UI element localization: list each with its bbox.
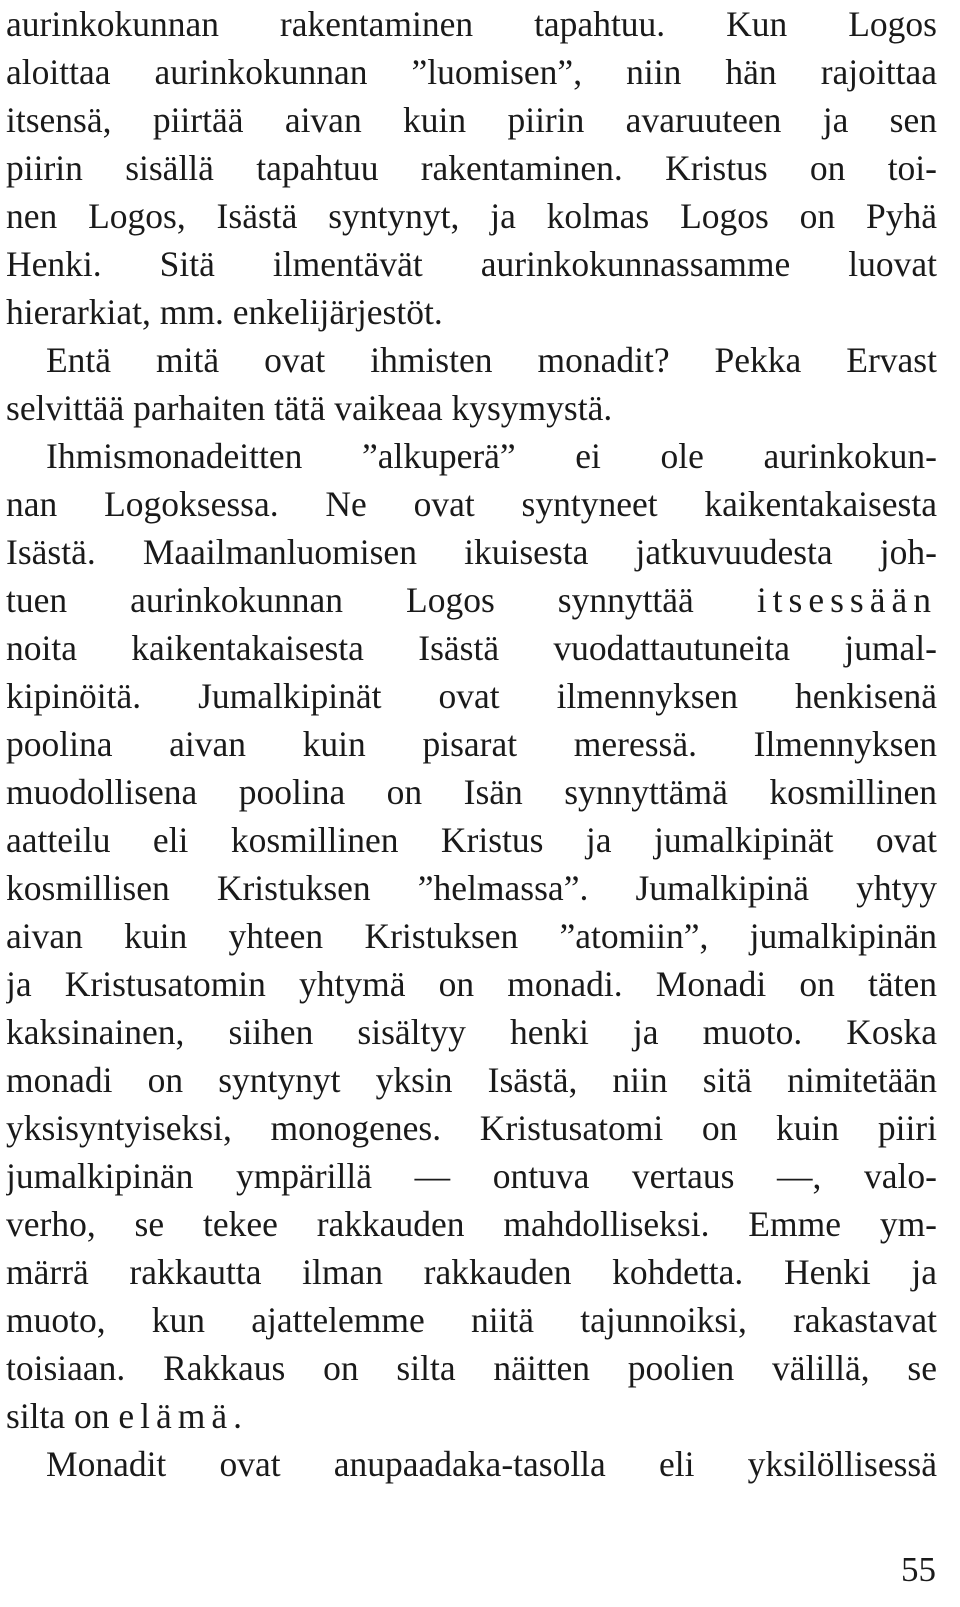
text-segment: silta on	[6, 1396, 110, 1436]
text-line: aurinkokunnan rakentaminen tapahtuu. Kun Logos	[6, 4, 937, 44]
text-line: Ihmismonadeitten ”alkuperä” ei ole aurinkokun-	[46, 436, 937, 476]
text-line: aatteilu eli kosmillinen Kristus ja jumalkipinät ovat	[6, 820, 937, 860]
text-line: Henki. Sitä ilmentävät aurinkokunnassamme luovat	[6, 244, 937, 284]
text-line: poolina aivan kuin pisarat meressä. Ilmennyksen	[6, 724, 937, 764]
document-page	[6, 0, 937, 1607]
text-line: aloittaa aurinkokunnan ”luomisen”, niin hän rajoittaa	[6, 52, 937, 92]
text-line: kosmillisen Kristuksen ”helmassa”. Jumalkipinä yhtyy	[6, 868, 937, 908]
text-line-with-emphasis	[6, 1392, 937, 1440]
text-line: toisiaan. Rakkaus on silta näitten poolien välillä, se	[6, 1348, 937, 1388]
text-line: aivan kuin yhteen Kristuksen ”atomiin”, jumalkipinän	[6, 916, 937, 956]
text-line: jumalkipinän ympärillä — ontuva vertaus —, valo-	[6, 1156, 937, 1196]
text-line: muodollisena poolina on Isän synnyttämä kosmillinen	[6, 772, 937, 812]
text-line: kipinöitä. Jumalkipinät ovat ilmennyksen henkisenä	[6, 676, 937, 716]
body-text	[6, 0, 937, 1488]
text-line: nan Logoksessa. Ne ovat syntyneet kaikentakaisesta	[6, 484, 937, 524]
text-line: Isästä. Maailmanluomisen ikuisesta jatkuvuudesta joh-	[6, 532, 937, 572]
text-line: verho, se tekee rakkauden mahdolliseksi. Emme ym-	[6, 1204, 937, 1244]
text-segment: tuen aurinkokunnan Logos synnyttää	[6, 580, 694, 620]
period: .	[233, 1396, 243, 1436]
text-line: yksisyntyiseksi, monogenes. Kristusatomi on kuin piiri	[6, 1108, 937, 1148]
text-line: itsensä, piirtää aivan kuin piirin avaruuteen ja sen	[6, 100, 937, 140]
text-line: monadi on syntynyt yksin Isästä, niin sitä nimitetään	[6, 1060, 937, 1100]
text-line: selvittää parhaiten tätä vaikeaa kysymystä.	[6, 388, 613, 428]
text-line: noita kaikentakaisesta Isästä vuodattautuneita jumal-	[6, 628, 937, 668]
text-line: märrä rakkautta ilman rakkauden kohdetta. Henki ja	[6, 1252, 937, 1292]
text-line: piirin sisällä tapahtuu rakentaminen. Kristus on toi-	[6, 148, 937, 188]
text-line: Entä mitä ovat ihmisten monadit? Pekka Ervast	[46, 340, 937, 380]
text-line: nen Logos, Isästä syntynyt, ja kolmas Logos on Pyhä	[6, 196, 937, 236]
text-line-with-emphasis	[6, 576, 937, 624]
emphasis-itsessaan: itsessään	[756, 580, 937, 620]
text-line: Monadit ovat anupaadaka-tasolla eli yksilöllisessä	[46, 1444, 937, 1484]
text-line: hierarkiat, mm. enkelijärjestöt.	[6, 292, 443, 332]
text-line: muoto, kun ajattelemme niitä tajunnoiksi, rakastavat	[6, 1300, 937, 1340]
text-line: kaksinainen, siihen sisältyy henki ja muoto. Koska	[6, 1012, 937, 1052]
page-number: 55	[901, 1550, 936, 1589]
emphasis-elama: elämä	[118, 1396, 234, 1436]
text-line: ja Kristusatomin yhtymä on monadi. Monadi on täten	[6, 964, 937, 1004]
